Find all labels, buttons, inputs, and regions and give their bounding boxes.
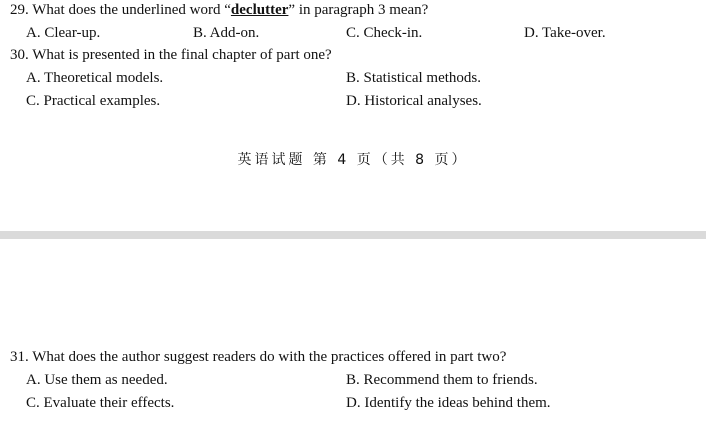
question-30-stem: 30. What is presented in the final chapter of part one? — [10, 47, 332, 63]
question-31-option-d[interactable]: D. Identify the ideas behind them. — [346, 395, 551, 411]
question-29-option-c[interactable]: C. Check-in. — [346, 25, 423, 41]
question-29-stem — [10, 0, 428, 20]
question-31-option-a[interactable]: A. Use them as needed. — [26, 372, 168, 388]
underlined-word-declutter: declutter — [230, 2, 289, 18]
question-30-option-a[interactable]: A. Theoretical models. — [26, 70, 164, 86]
question-29-option-d[interactable]: D. Take-over. — [524, 25, 606, 41]
question-30-option-b[interactable]: B. Statistical methods. — [346, 70, 481, 86]
page-divider — [0, 231, 706, 239]
question-30-option-c[interactable]: C. Practical examples. — [26, 93, 161, 109]
question-29-option-a[interactable]: A. Clear-up. — [26, 25, 101, 41]
question-31-stem: 31. What does the author suggest readers do with the practices offered in part two? — [10, 349, 507, 365]
question-29-option-b[interactable]: B. Add-on. — [193, 25, 260, 41]
question-31-option-b[interactable]: B. Recommend them to friends. — [346, 372, 538, 388]
page-footer: 英语试题 第 4 页（共 8 页） — [237, 152, 469, 168]
question-29-stem-before: 29. What does the underlined word “ — [10, 2, 231, 18]
question-29-stem-after: ” in paragraph 3 mean? — [288, 2, 429, 18]
question-31-option-c[interactable]: C. Evaluate their effects. — [26, 395, 175, 411]
question-30-option-d[interactable]: D. Historical analyses. — [346, 93, 482, 109]
